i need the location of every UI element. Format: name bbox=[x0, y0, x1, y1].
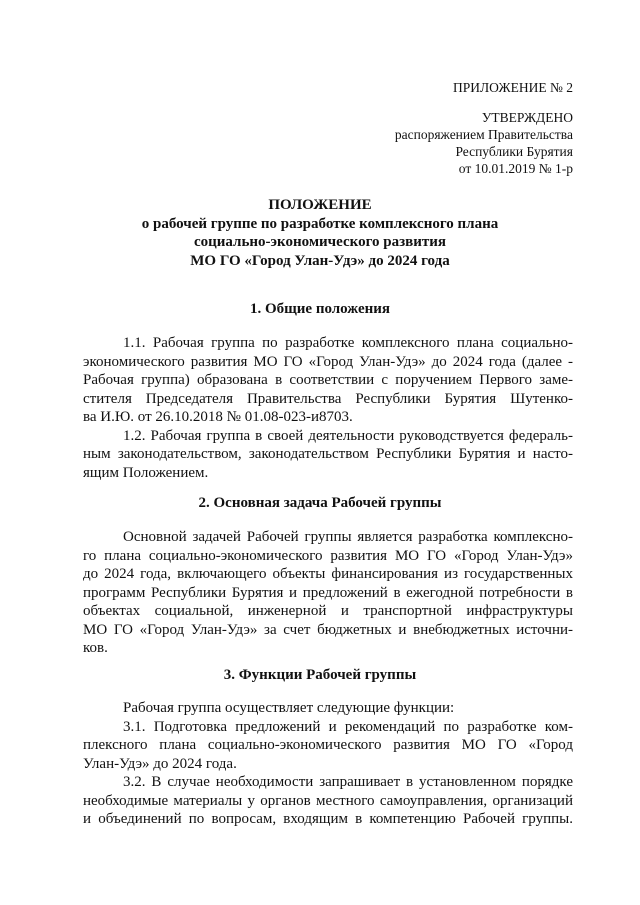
section-3-line: и объединений по вопросам, входящим в компетенцию Рабочей группы. bbox=[83, 811, 573, 827]
section-1-line: 1.2. Рабочая группа в своей деятельности руководствуется федераль- bbox=[123, 427, 573, 444]
approved-label: УТВЕРЖДЕНО bbox=[481, 110, 573, 125]
section-1-body bbox=[83, 334, 573, 482]
section-1-line: стителя Председателя Правительства Республики Бурятия Шутенко- bbox=[83, 390, 573, 407]
approval-block bbox=[395, 109, 573, 177]
title-line-1: ПОЛОЖЕНИЕ bbox=[268, 197, 372, 213]
title-line-3: социально-экономического развития bbox=[193, 234, 447, 250]
section-2-line: го плана социально-экономического развития МО ГО «Город Улан-Удэ» bbox=[83, 547, 573, 564]
section-3-line: плексного плана социально-экономического развития МО ГО «Город bbox=[83, 737, 573, 753]
section-3-line: необходимые материалы у органов местного самоуправления, организаций bbox=[83, 792, 573, 809]
section-1-line: ным законодательством, законодательством Республики Бурятия и насто- bbox=[83, 446, 573, 462]
section-3-heading: 3. Функции Рабочей группы bbox=[223, 667, 417, 683]
section-1-line: экономического развития МО ГО «Город Улан-Удэ» до 2024 года (далее - bbox=[83, 353, 573, 370]
section-1-line: ва И.Ю. от 26.10.2018 № 01.08-023-и8703. bbox=[83, 409, 353, 425]
section-2-heading: 2. Основная задача Рабочей группы bbox=[198, 495, 442, 511]
section-1-line: 1.1. Рабочая группа по разработке комплексного плана социально- bbox=[123, 335, 573, 351]
section-3-line: Рабочая группа осуществляет следующие функции: bbox=[123, 700, 455, 716]
section-1-heading: 1. Общие положения bbox=[249, 301, 391, 317]
section-2-line: ков. bbox=[83, 640, 108, 656]
title-line-2: о рабочей группе по разработке комплексного плана bbox=[141, 215, 499, 232]
document-title bbox=[60, 196, 580, 270]
approved-by-line-1: распоряжением Правительства bbox=[394, 127, 573, 142]
section-3-body bbox=[83, 699, 573, 829]
section-2-line: программ Республики Бурятия и предложений в ежегодной потребности в bbox=[83, 584, 573, 601]
section-2-body bbox=[83, 528, 573, 658]
section-2-line: МО ГО «Город Улан-Удэ» за счет бюджетных и внебюджетных источни- bbox=[83, 621, 573, 638]
section-3-line: 3.1. Подготовка предложений и рекомендаций по разработке ком- bbox=[123, 718, 573, 735]
section-2-line: до 2024 года, включающего объекты финансирования из государственных bbox=[83, 566, 573, 582]
section-1-line: ящим Положением. bbox=[83, 464, 209, 481]
title-line-4: МО ГО «Город Улан-Удэ» до 2024 года bbox=[190, 252, 450, 269]
section-1-line: Рабочая группа) образована в соответствии с поручением Первого заме- bbox=[83, 372, 573, 388]
appendix-label: ПРИЛОЖЕНИЕ № 2 bbox=[452, 80, 573, 95]
approved-by-line-2: Республики Бурятия bbox=[455, 144, 573, 159]
section-3-line: 3.2. В случае необходимости запрашивает в установленном порядке bbox=[123, 774, 573, 790]
section-3-line: Улан-Удэ» до 2024 года. bbox=[83, 755, 237, 772]
section-2-line: Основной задачей Рабочей группы является разработка комплексно- bbox=[123, 529, 573, 545]
approved-date: от 10.01.2019 № 1-р bbox=[458, 161, 573, 176]
section-2-line: объектах социальной, инженерной и транспортной инфраструктуры bbox=[83, 603, 573, 619]
